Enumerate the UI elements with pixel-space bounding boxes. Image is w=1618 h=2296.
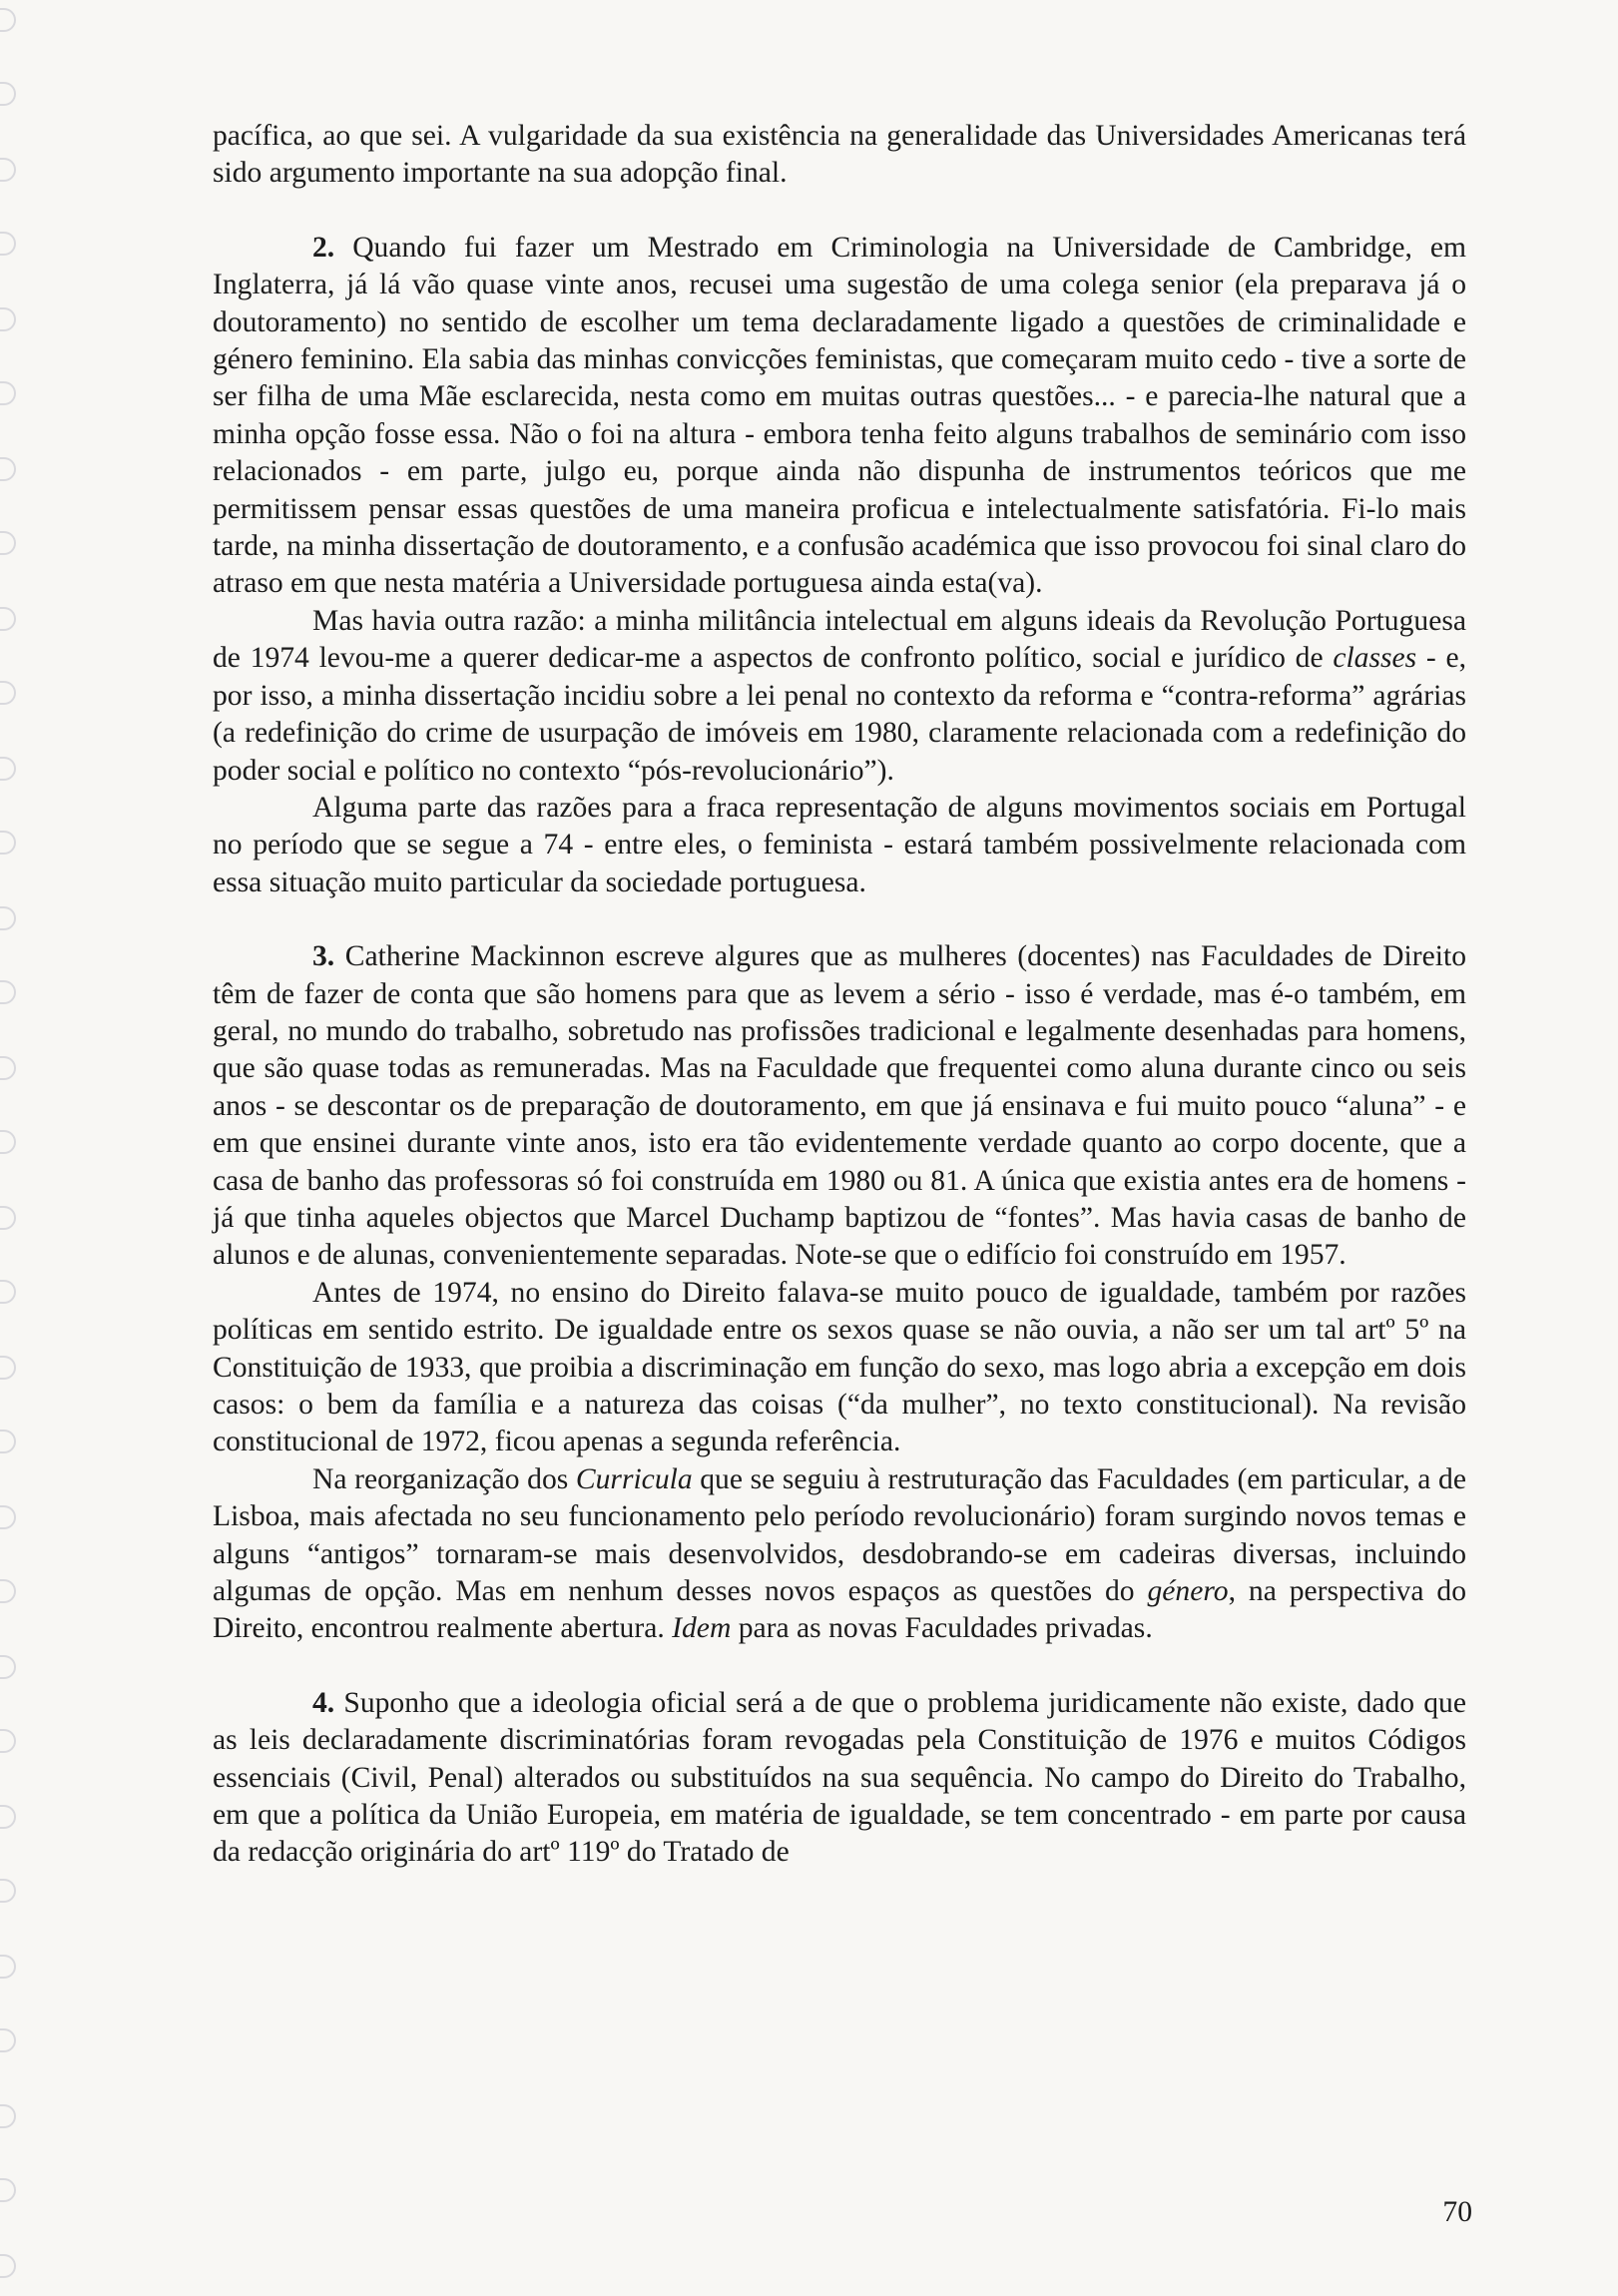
binding-hole bbox=[0, 906, 16, 930]
binding-hole bbox=[0, 607, 16, 631]
binding-hole bbox=[0, 1130, 16, 1154]
binding-hole bbox=[0, 1430, 16, 1453]
binding-hole bbox=[0, 1655, 16, 1679]
binding-hole bbox=[0, 1056, 16, 1080]
binding-hole bbox=[0, 831, 16, 855]
binding-hole bbox=[0, 531, 16, 555]
binding-hole bbox=[0, 2178, 16, 2202]
binding-hole bbox=[0, 2104, 16, 2128]
binding-hole bbox=[0, 1206, 16, 1230]
binding-hole bbox=[0, 1505, 16, 1529]
paragraph-classes: Mas havia outra razão: a minha militância intelectual em alguns ideais da Revolução Portuguesa de 1974 levou-me a querer dedicar-me a aspectos de confronto político, social e jurídico de classes - e, por isso, a minha dissertação incidiu sobre a lei penal no contexto da reforma e “contra-reforma” agrárias (a redefinição do crime de usurpação de imóveis em 1980, claramente relacionada com a redefinição do poder social e político no contexto “pós-revolucionário”). bbox=[213, 604, 1466, 787]
body-text bbox=[213, 118, 1466, 1872]
binding-hole bbox=[0, 232, 16, 256]
section-number: 3. bbox=[312, 940, 335, 973]
section-number: 2. bbox=[312, 231, 335, 264]
page-number: 70 bbox=[1442, 2196, 1472, 2228]
paragraph-section-3: 3. Catherine Mackinnon escreve algures que as mulheres (docentes) nas Faculdades de Direito têm de fazer de conta que são homens para que as levem a sério - isso é verdade, mas é-o também, em geral, no mundo do trabalho, sobretudo nas profissões tradicional e legalmente desenhadas para homens, que são quase todas as remuneradas. Mas na Faculdade que frequentei como aluna durante cinco ou seis anos - se descontar os de preparação de doutoramento, em que já ensinava e fui muito pouco “aluna” - e em que ensinei durante vinte anos, isto era tão evidentemente verdade quanto ao corpo docente, que a casa de banho das professoras só foi construída em 1980 ou 81. A única que existia antes era de homens - já que tinha aqueles objectos que Marcel Duchamp baptizou de “fontes”. Mas havia casas de banho de alunos e de alunas, convenientemente separadas. Note-se que o edifício foi construído em 1957. bbox=[213, 940, 1466, 1272]
binding-hole bbox=[0, 681, 16, 705]
binding-hole bbox=[0, 1729, 16, 1753]
binding-hole bbox=[0, 1879, 16, 1903]
binding-hole bbox=[0, 980, 16, 1004]
binding-hole bbox=[0, 1805, 16, 1829]
binding-hole bbox=[0, 381, 16, 405]
binding-hole bbox=[0, 307, 16, 331]
paragraph-section-4: 4. Suponho que a ideologia oficial será a de que o problema juridicamente não existe, dado que as leis declaradamente discriminatórias foram revogadas pela Constituição de 1976 e muitos Códigos essenciais (Civil, Penal) alterados ou substituídos na sua sequência. No campo do Direito do Trabalho, em que a política da União Europeia, em matéria de igualdade, se tem concentrado - em parte por causa da redacção originária do artº 119º do Tratado de bbox=[213, 1686, 1466, 1869]
paragraph-curricula: Na reorganização dos Curricula que se seguiu à restruturação das Faculdades (em particular, a de Lisboa, mais afectada no seu funcionamento pelo período revolucionário) foram surgindo novos temas e alguns “antigos” tornaram-se mais desenvolvidos, desdobrando-se em cadeiras diversas, incluindo algumas de opção. Mas em nenhum desses novos espaços as questões do género, na perspectiva do Direito, encontrou realmente abertura. Idem para as novas Faculdades privadas. bbox=[213, 1462, 1466, 1645]
binding-hole bbox=[0, 1579, 16, 1603]
paragraph-continuation: pacífica, ao que sei. A vulgaridade da sua existência na generalidade das Universidades Americanas terá sido argumento importante na sua adopção final. bbox=[213, 120, 1466, 190]
paragraph-movements: Alguma parte das razões para a fraca representação de alguns movimentos sociais em Portugal no período que se segue a 74 - entre eles, o feminista - estará também possivelmente relacionada com essa situação muito particular da sociedade portuguesa. bbox=[213, 791, 1466, 898]
binding-hole bbox=[0, 457, 16, 481]
paragraph-igualdade: Antes de 1974, no ensino do Direito falava-se muito pouco de igualdade, também por razões políticas em sentido estrito. De igualdade entre os sexos quase se não ouvia, a não ser um tal artº 5º na Constituição de 1933, que proibia a discriminação em função do sexo, mas logo abria a excepção em dois casos: o bem da família e a natureza das coisas (“da mulher”, no texto constitucional). Na revisão constitucional de 1972, ficou apenas a segunda referência. bbox=[213, 1276, 1466, 1458]
binding-hole bbox=[0, 757, 16, 781]
binding-hole bbox=[0, 2028, 16, 2052]
binding-hole bbox=[0, 82, 16, 106]
binding-hole bbox=[0, 158, 16, 182]
section-number: 4. bbox=[312, 1686, 335, 1719]
paragraph-section-2: 2. Quando fui fazer um Mestrado em Criminologia na Universidade de Cambridge, em Inglaterra, já lá vão quase vinte anos, recusei uma sugestão de uma colega senior (ela preparava já o doutoramento) no sentido de escolher um tema declaradamente ligado a questões de criminalidade e género feminino. Ela sabia das minhas convicções feministas, que começaram muito cedo - tive a sorte de ser filha de uma Mãe esclarecida, nesta como em muitas outras questões... - e parecia-lhe natural que a minha opção fosse essa. Não o foi na altura - embora tenha feito alguns trabalhos de seminário com isso relacionados - em parte, julgo eu, porque ainda não dispunha de instrumentos teóricos que me permitissem pensar essas questões de uma maneira proficua e intelectualmente satisfatória. Fi-lo mais tarde, na minha dissertação de doutoramento, e a confusão académica que isso provocou foi sinal claro do atraso em que nesta matéria a Universidade portuguesa ainda esta(va). bbox=[213, 231, 1466, 600]
binding-hole bbox=[0, 1955, 16, 1979]
binding-hole bbox=[0, 2254, 16, 2278]
binding-hole bbox=[0, 8, 16, 32]
binding-hole bbox=[0, 1280, 16, 1304]
binding-holes bbox=[0, 0, 40, 2296]
binding-hole bbox=[0, 1356, 16, 1380]
